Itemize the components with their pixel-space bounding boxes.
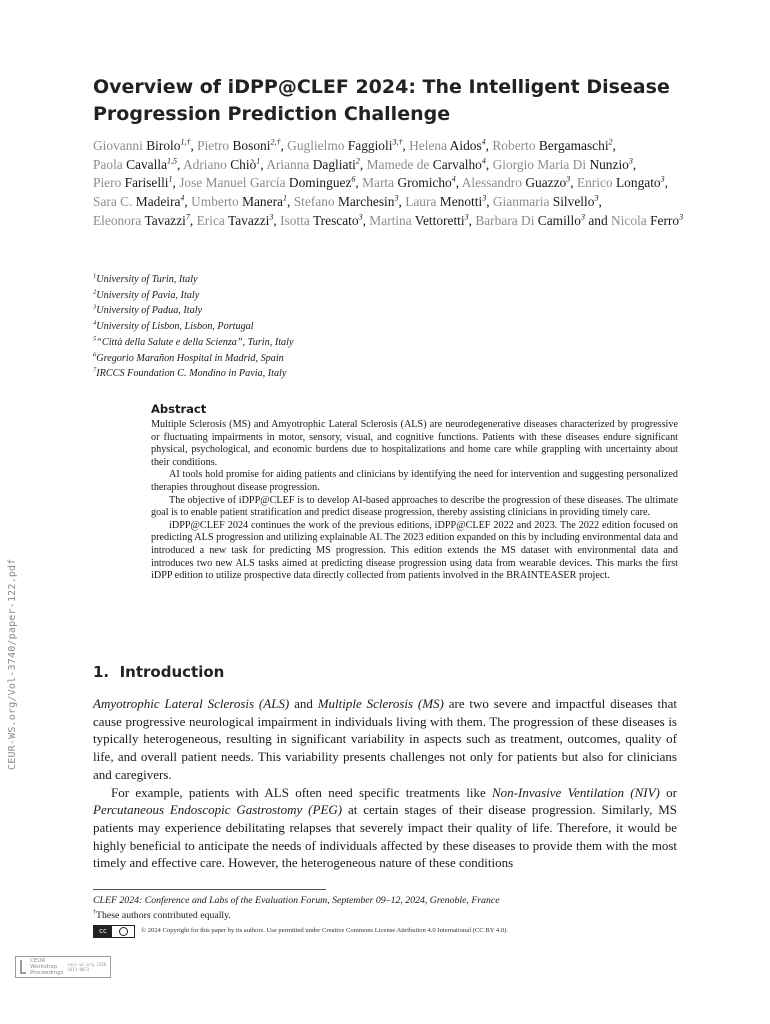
text-run: These authors contributed equally. xyxy=(96,909,231,921)
section-heading xyxy=(93,663,224,681)
author-name xyxy=(93,213,190,228)
author-affiliation-mark: 3 xyxy=(394,193,399,203)
author-given-name: Marta xyxy=(362,175,395,191)
affiliation-item xyxy=(93,319,693,335)
author-given-name: Enrico xyxy=(576,175,613,191)
author-given-name: Sara C. xyxy=(93,194,133,210)
term-niv: Non-Invasive Ventilation (NIV) xyxy=(492,784,660,800)
ceur-logo-text xyxy=(30,958,63,976)
affiliation-number: 4 xyxy=(93,319,97,327)
author-given-name: Roberto xyxy=(492,138,536,153)
author-affiliation-mark: 3 xyxy=(628,156,633,166)
abstract-paragraph: Multiple Sclerosis (MS) and Amyotrophic Lateral Sclerosis (ALS) are neurodegenerative diseases characterized by progressive or fluctuating impairments in motor, sensory, visual, and cognitive functions. Patients with these diseases endure significant physical, psychological, and economic burdens due to hospitalizations and home care while grappling with uncertainty about their conditions. xyxy=(151,419,678,468)
author-affiliation-mark: 1,5 xyxy=(167,156,178,166)
author-name xyxy=(266,157,360,172)
equal-contribution-note xyxy=(93,909,677,924)
author-affiliation-mark: 3 xyxy=(580,212,585,222)
author-family-name: Camillo xyxy=(537,212,581,228)
author-affiliation-mark: 1 xyxy=(282,193,287,203)
author-family-name: Dominguez xyxy=(288,175,352,191)
author-affiliation-mark: 4 xyxy=(481,156,486,166)
intro-paragraph xyxy=(93,695,677,784)
author-family-name: Birolo xyxy=(146,138,181,153)
author-name xyxy=(369,213,468,228)
author-affiliation-mark: 2 xyxy=(355,156,360,166)
author-given-name: Giovanni xyxy=(93,138,143,153)
affiliation-text: University of Pavia, Italy xyxy=(96,289,200,301)
author-name xyxy=(492,138,612,153)
author-name xyxy=(577,175,665,190)
author-affiliation-mark: 4 xyxy=(481,137,486,147)
author-given-name: Isotta xyxy=(280,212,310,228)
author-family-name: Menotti xyxy=(439,194,483,210)
author-given-name: Erica xyxy=(196,212,225,228)
author-given-name: Mamede de xyxy=(366,156,430,172)
author-given-name: Paola xyxy=(93,156,123,172)
author-affiliation-mark: 3 xyxy=(566,174,571,184)
author-family-name: Ferro xyxy=(650,212,680,228)
author-given-name: Nicola xyxy=(611,212,647,228)
author-family-name: Marchesin xyxy=(337,194,395,210)
author-name xyxy=(462,175,571,190)
author-given-name: Pietro xyxy=(197,138,230,153)
author-name xyxy=(93,157,177,172)
author-affiliation-mark: 3 xyxy=(679,212,684,222)
author-family-name: Nunzio xyxy=(589,156,629,172)
abstract-heading: Abstract xyxy=(151,402,207,416)
conference-note: CLEF 2024: Conference and Labs of the Evaluation Forum, September 09–12, 2024, Grenoble, France xyxy=(93,895,500,906)
author-family-name: Faggioli xyxy=(347,138,393,153)
author-and: and xyxy=(588,212,608,228)
text-run: or xyxy=(659,784,677,800)
affiliation-item xyxy=(93,272,693,288)
author-affiliation-mark: 3 xyxy=(482,193,487,203)
affiliation-text: University of Turin, Italy xyxy=(96,274,198,285)
copyright-text: © 2024 Copyright for this paper by its authors. Use permitted under Creative Commons License Attribution 4.0 International (CC BY 4.0). xyxy=(141,927,508,934)
ceur-line: CEUR xyxy=(30,958,46,964)
text-run: are two severe and impactful diseases that cause progressive neurological impairment in individuals living with them. The progression of these diseases is typically heterogeneous, resulting in significant variability in aspects such as treatment, outcomes, quality of life, and overall patient needs. This variability presents challenges not only for patients but also for clinicians and caregivers. xyxy=(93,696,677,782)
author-family-name: Fariselli xyxy=(124,175,169,191)
author-family-name: Madeira xyxy=(135,194,181,210)
author-name xyxy=(287,138,402,153)
author-given-name: Alessandro xyxy=(461,175,522,191)
author-given-name: Jose Manuel García xyxy=(179,175,286,191)
author-name xyxy=(475,213,585,228)
author-name xyxy=(294,194,399,209)
author-family-name: Guazzo xyxy=(525,175,567,191)
term-peg: Percutaneous Endoscopic Gastrostomy (PEG) xyxy=(93,802,343,818)
author-name xyxy=(93,175,173,190)
author-name xyxy=(197,138,280,153)
author-name xyxy=(183,157,260,172)
author-family-name: Trescato xyxy=(312,212,359,228)
abstract-paragraph: AI tools hold promise for aiding patients and clinicians by identifying the need for intervention and suggesting personalized therapies throughout disease progression. xyxy=(151,469,678,493)
ceur-mark-icon xyxy=(20,960,26,974)
author-given-name: Umberto xyxy=(191,194,239,210)
affiliation-item xyxy=(93,288,693,304)
text-run: at certain stages of their disease progression. Similarly, MS patients may experience debilitating relapses that severely impact their quality of life. Therefore, it would be highly beneficial to anticipate the needs of individuals affected by these diseases to provide them with the most timely and effective care. However, the heterogeneous nature of these conditions xyxy=(93,802,677,871)
intro-paragraph xyxy=(93,784,677,873)
affiliation-number: 2 xyxy=(93,288,97,296)
author-family-name: Carvalho xyxy=(432,156,482,172)
author-name xyxy=(93,138,190,153)
intro-body xyxy=(93,695,677,872)
author-family-name: Bosoni xyxy=(232,138,271,153)
author-affiliation-mark: 1,† xyxy=(180,137,191,147)
author-affiliation-mark: 2,† xyxy=(270,137,281,147)
author-name xyxy=(191,194,287,209)
author-affiliation-mark: 1 xyxy=(256,156,261,166)
paper-title: Overview of iDPP@CLEF 2024: The Intelligent Disease Progression Prediction Challenge xyxy=(93,76,670,125)
author-family-name: Vettoretti xyxy=(414,212,465,228)
cc-icon: cc xyxy=(94,926,112,937)
ceur-line: Workshop xyxy=(30,964,58,970)
author-affiliation-mark: 3 xyxy=(594,193,599,203)
author-family-name: Tavazzi xyxy=(227,212,270,228)
author-list: Giovanni Birolo$^{1,\dagger}$, Pietro Bosoni$^{2,\dagger}$, Guglielmo Faggioli$^{3,\dagger}$, Helena Aidos$^4$, Roberto Bergamaschi$^2$, Paola Cavalla$^{1,5}$, Adriano Chiò$^1$, Arianna Dagliati$^2$, Mamede de Carvalho$^4$, Giorgio Maria Di Nunzio$^3$, Piero Fariselli$^1$, Jose Manuel García Dominguez$^6$, Marta Gromicho$^4$, Alessandro Guazzo$^3$, Enrico Longato$^3$, Sara C. Madeira$^4$, Umberto Manera$^1$, Stefano Marchesin$^3$, Laura Menotti$^3$, Gianmaria Silvello$^3$, Eleonora Tavazzi$^7$, Erica Tavazzi$^3$, Isotta Trescato$^3$, Martina Vettoretti$^3$, Barbara Di Camillo$^3$ and Nicola Ferro$^3$ xyxy=(93,137,684,228)
author-given-name: Guglielmo xyxy=(287,138,345,153)
author-given-name: Stefano xyxy=(293,194,335,210)
author-affiliation-mark: 1 xyxy=(168,174,173,184)
affiliation-number: 1 xyxy=(93,272,97,280)
text-run: and xyxy=(289,696,318,711)
author-affiliation-mark: 3 xyxy=(464,212,469,222)
affiliation-number: 7 xyxy=(93,366,97,374)
author-affiliation-mark: 3 xyxy=(660,174,665,184)
author-family-name: Cavalla xyxy=(126,156,168,172)
affiliation-item xyxy=(93,303,693,319)
author-affiliation-mark: 3 xyxy=(358,212,363,222)
author-given-name: Martina xyxy=(369,212,412,228)
author-name xyxy=(179,175,355,190)
section-number: 1. xyxy=(93,663,110,681)
abstract-paragraph: The objective of iDPP@CLEF is to develop AI-based approaches to describe the progression of these diseases. The ultimate goal is to enable patient stratification and predict disease progression, thereby assisting clinicians in providing timely care. xyxy=(151,494,678,519)
author-family-name: Aidos xyxy=(449,138,482,153)
author-family-name: Silvello xyxy=(552,194,595,210)
abstract-block xyxy=(151,402,678,583)
ceur-issn: ceur-ws.org ISSN 1613-0073 xyxy=(67,962,106,972)
author-given-name: Laura xyxy=(405,194,437,210)
text-run: For example, patients with ALS often need specific treatments like xyxy=(111,784,493,800)
author-given-name: Eleonora xyxy=(93,212,142,228)
author-name xyxy=(611,213,683,228)
affiliation-number: 6 xyxy=(93,351,97,359)
abstract-paragraph: iDPP@CLEF 2024 continues the work of the previous editions, iDPP@CLEF 2022 and 2023. The 2022 edition focused on predicting ALS progression and utilizing explainable AI. The 2023 edition expanded on this by including environmental data and introduced a new task for predicting MS progression. This edition extends the MS dataset with environmental data and introduces two new ALS tasks aimed at predicting disease progression using data from wearable devices. This marks the first iDPP edition to utilize prospective data directly collected from patients involved in the BRAINTEASER project. xyxy=(151,519,678,582)
author-affiliation-mark: 4 xyxy=(180,193,185,203)
author-name xyxy=(367,157,486,172)
ceur-logo[interactable] xyxy=(15,956,111,978)
author-affiliation-mark: 4 xyxy=(451,174,456,184)
footnotes xyxy=(93,894,677,939)
side-url[interactable]: CEUR-WS.org/Vol-3740/paper-122.pdf xyxy=(7,558,18,770)
affiliation-text: University of Lisbon, Lisbon, Portugal xyxy=(96,321,254,333)
author-name xyxy=(93,194,184,209)
author-given-name: Giorgio Maria Di xyxy=(492,156,587,172)
author-name xyxy=(280,213,362,228)
author-given-name: Helena xyxy=(409,138,448,153)
affiliation-text: University of Padua, Italy xyxy=(96,305,203,317)
author-name xyxy=(493,194,599,209)
term-als: Amyotrophic Lateral Sclerosis (ALS) xyxy=(93,696,290,711)
author-given-name: Piero xyxy=(93,175,122,191)
by-icon xyxy=(112,927,134,936)
author-affiliation-mark: 3,† xyxy=(392,137,403,147)
author-given-name: Barbara Di xyxy=(475,212,535,228)
author-affiliation-mark: 6 xyxy=(351,174,356,184)
affiliation-text: IRCCS Foundation C. Mondino in Pavia, Italy xyxy=(96,368,287,380)
author-name xyxy=(405,194,486,209)
author-family-name: Bergamaschi xyxy=(538,138,609,153)
author-name xyxy=(362,175,456,190)
author-family-name: Chiò xyxy=(230,156,257,172)
affiliation-number: 3 xyxy=(93,304,97,312)
author-name xyxy=(409,138,486,153)
dagger-mark: † xyxy=(93,909,96,916)
affiliation-text: “Città della Salute e della Scienza”, Turin, Italy xyxy=(96,336,294,348)
author-family-name: Longato xyxy=(616,175,661,191)
ceur-line: Proceedings xyxy=(30,970,64,976)
affiliation-number: 5 xyxy=(93,335,97,343)
author-given-name: Arianna xyxy=(266,156,310,172)
author-name xyxy=(493,157,633,172)
author-family-name: Tavazzi xyxy=(144,212,186,228)
affiliation-item xyxy=(93,366,693,382)
affiliation-item xyxy=(93,335,693,351)
section-title: Introduction xyxy=(119,663,225,681)
author-family-name: Manera xyxy=(242,194,283,210)
affiliation-item xyxy=(93,351,693,367)
author-affiliation-mark: 7 xyxy=(185,212,190,222)
term-ms: Multiple Sclerosis (MS) xyxy=(317,696,444,711)
author-affiliation-mark: 2 xyxy=(608,137,613,147)
author-given-name: Gianmaria xyxy=(492,194,550,210)
cc-by-badge[interactable] xyxy=(93,925,135,938)
affiliation-text: Gregorio Marañon Hospital in Madrid, Spain xyxy=(96,352,284,364)
license-row xyxy=(93,924,677,939)
author-name xyxy=(197,213,274,228)
author-family-name: Dagliati xyxy=(312,156,356,172)
author-affiliation-mark: 3 xyxy=(269,212,274,222)
footnote-divider xyxy=(93,889,326,890)
author-given-name: Adriano xyxy=(182,156,227,172)
affiliation-list xyxy=(93,272,693,382)
author-family-name: Gromicho xyxy=(397,175,452,191)
